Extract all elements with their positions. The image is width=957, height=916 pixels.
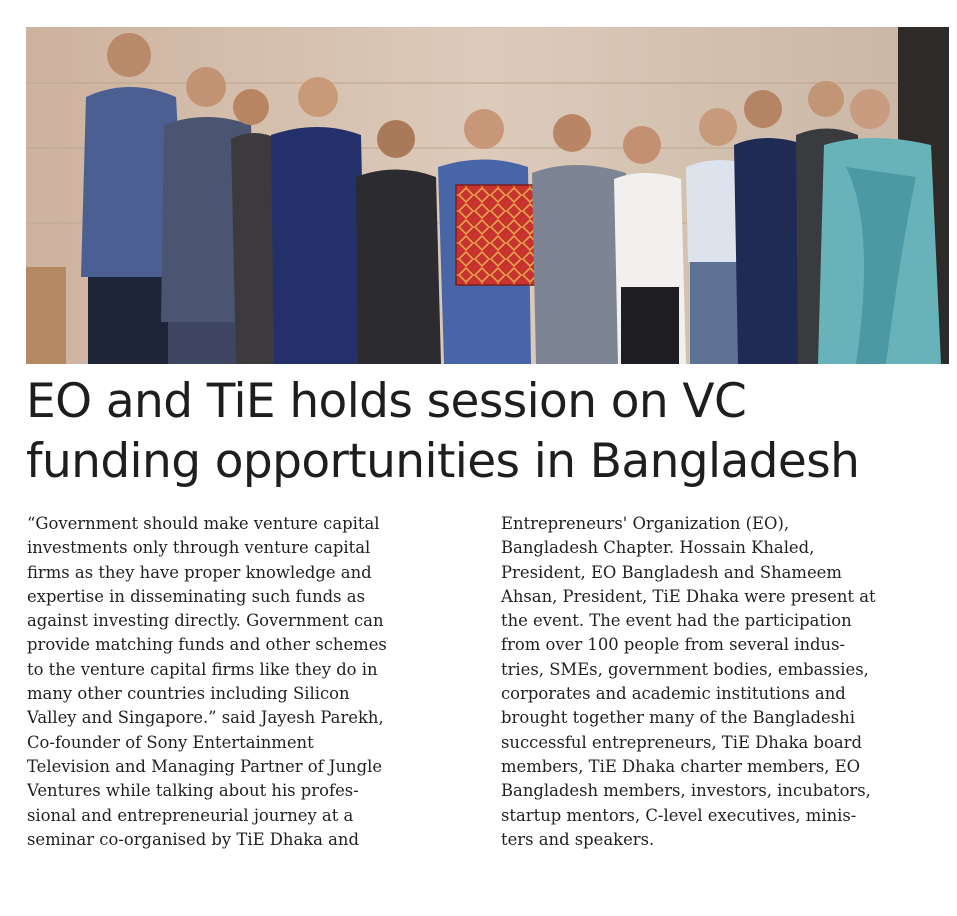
- text-line: Valley and Singapore.” said Jayesh Parekh,: [27, 708, 384, 728]
- text-line: President, EO Bangladesh and Shameem: [501, 562, 842, 582]
- text-line: Ahsan, President, TiE Dhaka were present at: [501, 586, 876, 606]
- text-line: expertise in disseminating such funds as: [27, 586, 365, 606]
- text-line: to the venture capital firms like they do in: [27, 659, 378, 679]
- text-line: members, TiE Dhaka charter members, EO: [501, 756, 861, 776]
- text-line: corporates and academic institutions and: [501, 684, 846, 704]
- text-line: seminar co-organised by TiE Dhaka and: [27, 829, 359, 849]
- text-line: ters and speakers.: [501, 829, 655, 849]
- headline: [26, 372, 951, 492]
- article-column-left: [27, 512, 472, 852]
- headline-line-1: EO and TiE holds session on VC: [26, 374, 747, 429]
- text-line: successful entrepreneurs, TiE Dhaka board: [501, 732, 863, 752]
- text-line: sional and entrepreneurial journey at a: [27, 805, 354, 825]
- text-line: Co-founder of Sony Entertainment: [27, 732, 314, 752]
- text-line: provide matching funds and other schemes: [27, 635, 387, 655]
- text-line: from over 100 people from several indus-: [501, 635, 846, 655]
- group-photo: [26, 27, 949, 364]
- text-line: brought together many of the Bangladeshi: [501, 708, 855, 728]
- text-line: Entrepreneurs' Organization (EO),: [501, 514, 790, 533]
- text-line: many other countries including Silicon: [27, 684, 350, 704]
- text-line: Bangladesh Chapter. Hossain Khaled,: [501, 538, 815, 558]
- text-line: startup mentors, C-level executives, minis-: [501, 805, 857, 825]
- group-photo-icon: [26, 27, 949, 364]
- text-line: against investing directly. Government can: [27, 611, 384, 631]
- text-line: investments only through venture capital: [27, 538, 371, 558]
- text-line: “Government should make venture capital: [27, 514, 380, 533]
- text-line: firms as they have proper knowledge and: [27, 562, 372, 582]
- article-column-right: [501, 512, 949, 852]
- headline-line-2: funding opportunities in Bangladesh: [26, 434, 860, 489]
- text-line: tries, SMEs, government bodies, embassies,: [501, 659, 869, 679]
- text-line: Bangladesh members, investors, incubators,: [501, 781, 871, 801]
- text-line: Ventures while talking about his profes-: [27, 781, 359, 801]
- text-line: Television and Managing Partner of Jungle: [27, 756, 383, 776]
- text-line: the event. The event had the participation: [501, 611, 852, 631]
